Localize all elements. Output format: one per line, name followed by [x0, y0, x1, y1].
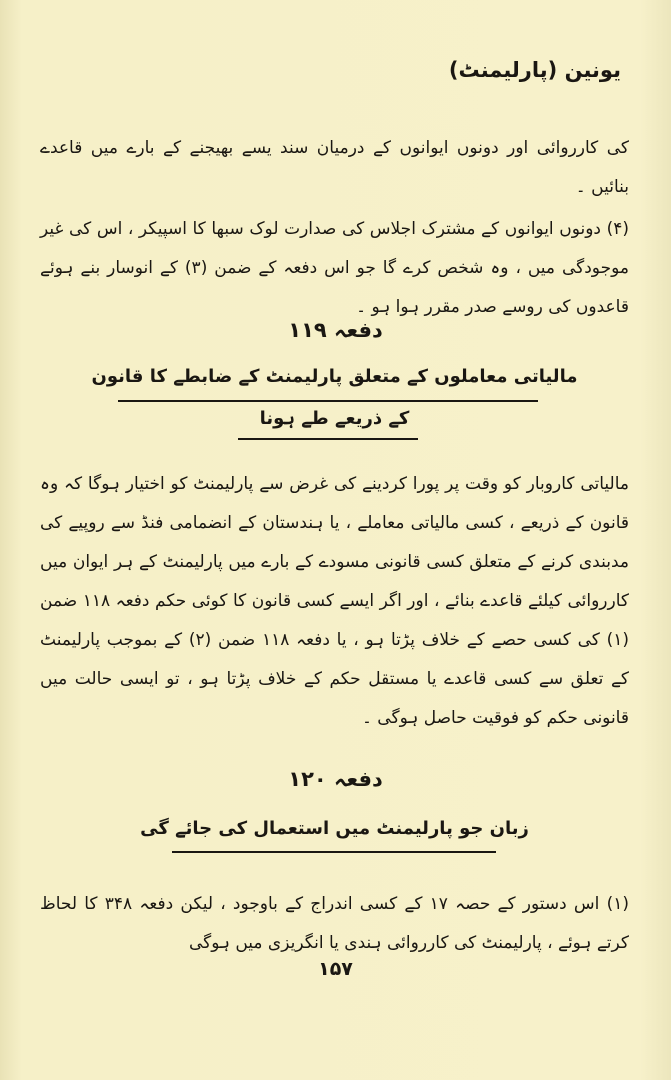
heading-underline — [172, 851, 496, 853]
running-head: یونین (پارلیمنٹ) — [448, 58, 621, 82]
section-120-body: (۱) اس دستور کے حصہ ۱۷ کے کسی اندراج کے باوجود ، لیکن دفعہ ۳۴۸ کا لحاظ کرتے ہوئے ، پارلیمنٹ کی کارروائی ہندی یا انگریزی میں ہوگی — [40, 894, 629, 953]
section-119-title: دفعہ ۱۱۹ — [288, 318, 383, 342]
section-119-heading-line2: کے ذریعے طے ہونا — [259, 408, 410, 429]
section-120-title: دفعہ ۱۲۰ — [288, 767, 383, 791]
paragraph-clause-4: (۴) دونوں ایوانوں کے مشترک اجلاس کی صدارت لوک سبھا کا اسپیکر ، اس کی غیر موجودگی میں ، وہ شخص کرے گا جو اس دفعہ کے ضمن (۳) کے انوسار بنے ہوئے قاعدوں کی روسے صدر مقرر ہوا ہو ۔ — [40, 219, 629, 317]
page-number: ۱۵۷ — [318, 958, 353, 980]
section-119-body: مالیاتی کاروبار کو وقت پر پورا کردینے کی غرض سے پارلیمنٹ کو اختیار ہوگا کہ وہ قانون کے ذریعے ، کسی مالیاتی معاملے ، یا ہندستان کے انضمامی فنڈ سے روپیے کی مدبندی کرنے کے متعلق کسی قانونی مسودے کے بارے میں پارلیمنٹ کے ہر ایوان میں کارروائی کیلئے قاعدے بنائے ، اور اگر ایسے کسی قانون کا کوئی حکم دفعہ ۱۱۸ ضمن (۱) کی کسی حصے کے خلاف پڑتا ہو ، یا دفعہ ۱۱۸ ضمن (۲) کے بموجب پارلیمنٹ کے تعلق سے کسی قاعدے یا مستقل حکم کے خلاف پڑتا ہو ، تو ایسی حالت میں قانونی حکم کو فوقیت حاصل ہوگی ۔ — [40, 474, 629, 728]
heading-underline — [238, 438, 418, 440]
heading-underline — [118, 400, 538, 402]
paragraph-continuation: کی کارروائی اور دونوں ایوانوں کے درمیان سند یسے بھیجنے کے بارے میں قاعدے بنائیں ۔ — [40, 138, 629, 197]
section-119-heading-line1: مالیاتی معاملوں کے متعلق پارلیمنٹ کے ضابطے کا قانون — [91, 366, 578, 387]
section-120-heading: زبان جو پارلیمنٹ میں استعمال کی جائے گی — [140, 818, 529, 839]
